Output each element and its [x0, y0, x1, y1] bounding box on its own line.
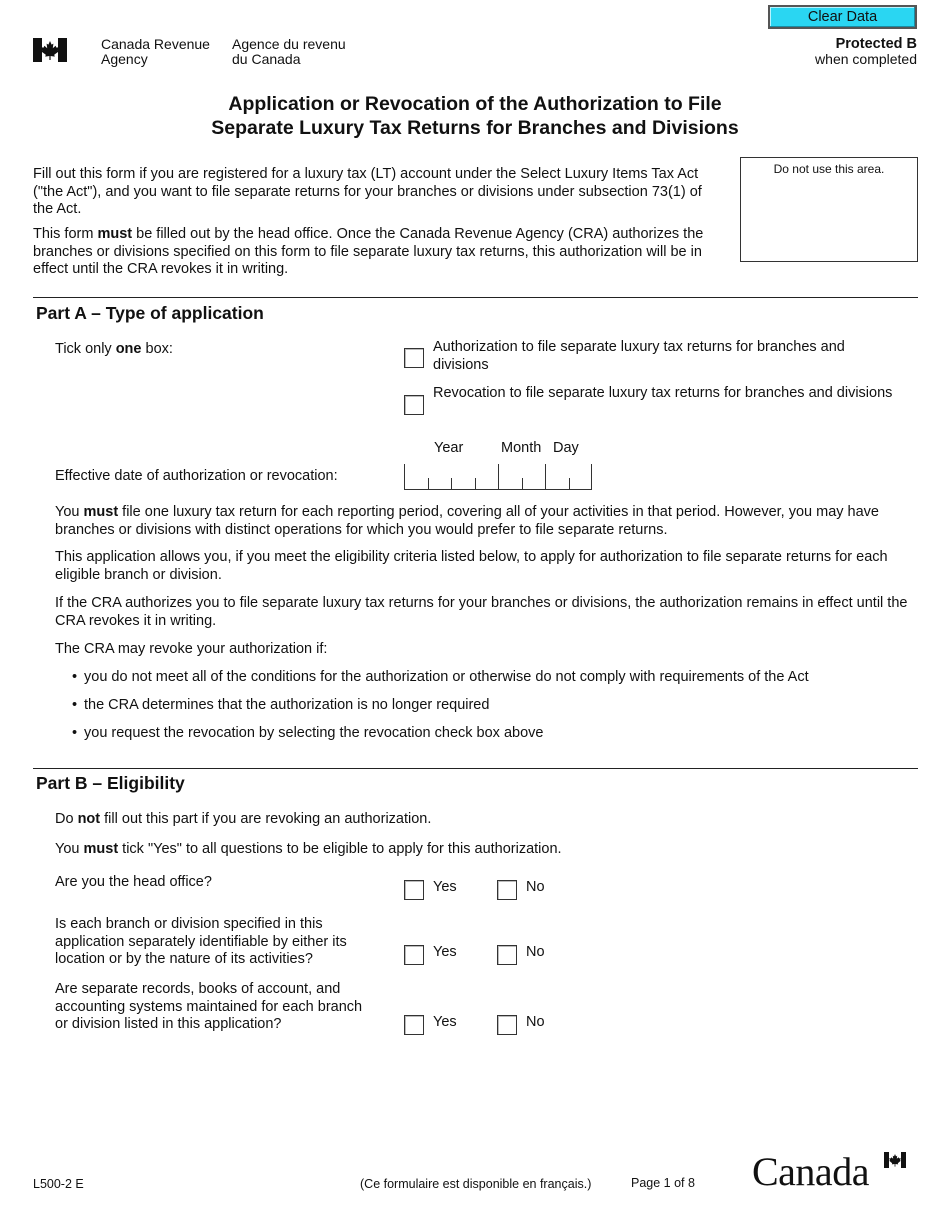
- question-separate-records: Are separate records, books of account, and accounting systems maintained for each branch or division listed in this application?: [55, 981, 363, 1032]
- no-label: No: [526, 944, 545, 960]
- records-no-checkbox[interactable]: [497, 1015, 517, 1035]
- effective-date-input[interactable]: [404, 464, 592, 490]
- clear-data-button[interactable]: Clear Data: [768, 5, 917, 29]
- intro-paragraph-1: Fill out this form if you are registered for a luxury tax (LT) account under the Select Luxury Items Tax Act ("the Act"), and you want to file separate returns for your branches or divisions under subsection 73(1) of the Act.: [33, 166, 702, 217]
- protected-b-notice: Protected B when completed: [815, 36, 917, 67]
- identifiable-no-checkbox[interactable]: [497, 945, 517, 965]
- french-availability-note: (Ce formulaire est disponible en français.): [360, 1177, 592, 1191]
- part-b-title: Part B – Eligibility: [36, 773, 185, 793]
- identifiable-yes-checkbox[interactable]: [404, 945, 424, 965]
- page-number: Page 1 of 8: [631, 1176, 695, 1190]
- date-month-label: Month: [501, 440, 542, 456]
- part-a-paragraph-4: The CRA may revoke your authorization if:: [55, 641, 328, 657]
- authorization-checkbox[interactable]: [404, 348, 424, 368]
- yes-label: Yes: [433, 879, 457, 895]
- part-a-paragraph-1: You must file one luxury tax return for each reporting period, covering all of your activities in that period. However, you may have branches or divisions with distinct operations for which you would prefer to file separate returns.: [55, 504, 879, 538]
- authorization-option-label: Authorization to file separate luxury tax returns for branches and divisions: [433, 339, 845, 373]
- revocation-option-label: Revocation to file separate luxury tax returns for branches and divisions: [433, 385, 893, 401]
- do-not-use-area: Do not use this area.: [740, 157, 918, 262]
- no-label: No: [526, 879, 545, 895]
- intro-paragraph-2: This form must be filled out by the head office. Once the Canada Revenue Agency (CRA) authorizes the branches or divisions specified on this form to file separate luxury tax returns, this authorization will be in effect until the CRA revokes it in writing.: [33, 226, 704, 277]
- agency-name-fr: Agence du revenu du Canada: [232, 36, 346, 67]
- form-title: Application or Revocation of the Authorization to File Separate Luxury Tax Returns for Branches and Divisions: [211, 93, 739, 139]
- part-a-divider: [33, 297, 918, 298]
- part-b-divider: [33, 768, 918, 769]
- question-head-office: Are you the head office?: [55, 874, 212, 890]
- revocation-checkbox[interactable]: [404, 395, 424, 415]
- head-office-no-checkbox[interactable]: [497, 880, 517, 900]
- part-a-title: Part A – Type of application: [36, 303, 264, 323]
- revocation-reason-item: • you do not meet all of the conditions for the authorization or otherwise do not comply with requirements of the Act: [84, 669, 809, 687]
- form-id: L500-2 E: [33, 1177, 84, 1191]
- part-b-paragraph-2: You must tick "Yes" to all questions to be eligible to apply for this authorization.: [55, 841, 562, 857]
- effective-date-label: Effective date of authorization or revocation:: [55, 468, 338, 484]
- part-a-paragraph-2: This application allows you, if you meet the eligibility criteria listed below, to apply for authorization to file separate returns for each eligible branch or division.: [55, 549, 888, 583]
- part-a-paragraph-3: If the CRA authorizes you to file separate luxury tax returns for your branches or divisions, the authorization remains in effect until the CRA revokes it in writing.: [55, 595, 908, 629]
- revocation-reason-item: • you request the revocation by selecting the revocation check box above: [84, 725, 543, 743]
- part-b-paragraph-1: Do not fill out this part if you are revoking an authorization.: [55, 811, 432, 827]
- yes-label: Yes: [433, 944, 457, 960]
- no-label: No: [526, 1014, 545, 1030]
- records-yes-checkbox[interactable]: [404, 1015, 424, 1035]
- wordmark-flag-icon: [884, 1152, 906, 1168]
- date-year-label: Year: [434, 440, 464, 456]
- tick-one-instruction: Tick only one box:: [55, 341, 173, 357]
- yes-label: Yes: [433, 1014, 457, 1030]
- head-office-yes-checkbox[interactable]: [404, 880, 424, 900]
- agency-name-en: Canada Revenue Agency: [101, 36, 210, 67]
- canada-flag-icon: [33, 38, 67, 62]
- date-day-label: Day: [553, 440, 579, 456]
- revocation-reason-item: • the CRA determines that the authorization is no longer required: [84, 697, 489, 715]
- canada-wordmark-logo: Canada: [752, 1149, 869, 1194]
- question-identifiable: Is each branch or division specified in this application separately identifiable by either its location or by the nature of its activities?: [55, 916, 347, 967]
